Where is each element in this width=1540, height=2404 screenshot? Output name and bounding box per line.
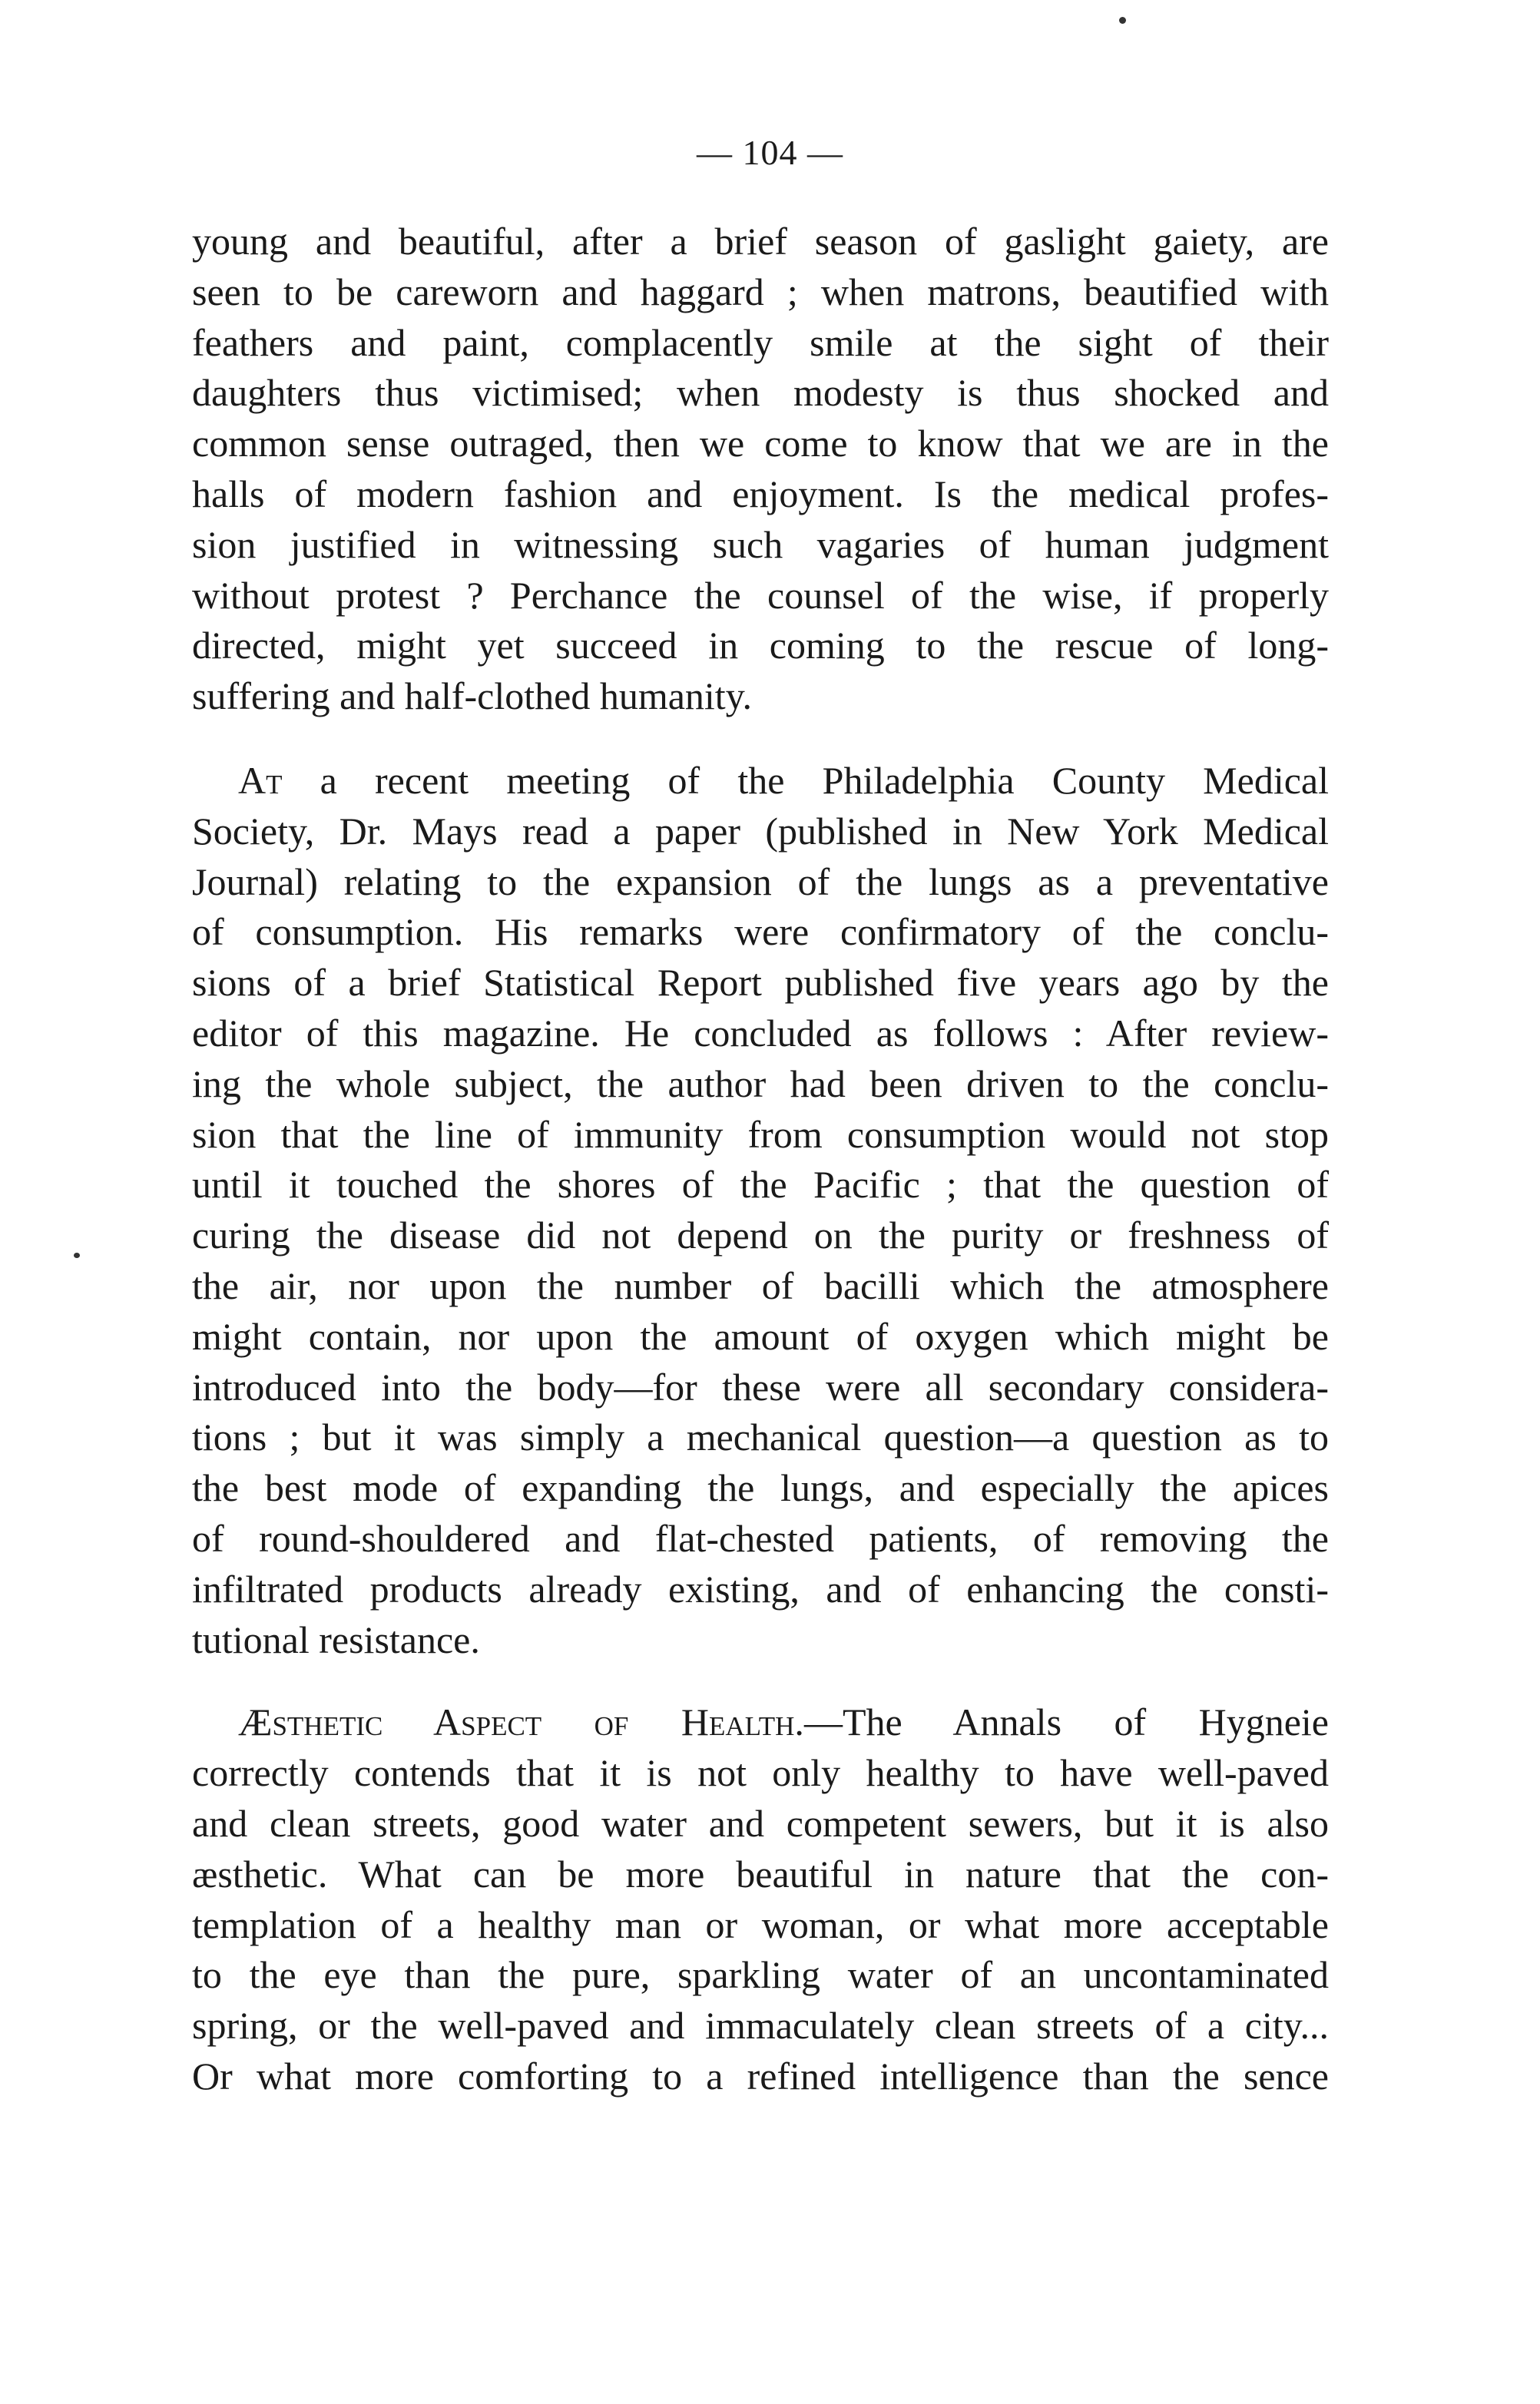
text-line: directed, might yet succeed in coming to the rescue of long- [192, 624, 1329, 667]
paragraph-gap [192, 1665, 1329, 1697]
body-text [192, 217, 1329, 2102]
text-line: curing the disease did not depend on the purity or freshness of [192, 1214, 1329, 1257]
text-line: sion that the line of immunity from consumption would not stop [192, 1112, 1329, 1156]
page-number: — 104 — [697, 133, 843, 172]
text-line-rest: a recent meeting of the Philadelphia County Medical [282, 758, 1329, 802]
text-line: spring, or the well-paved and immaculately clean streets of a city... [192, 2004, 1329, 2048]
text-line: templation of a healthy man or woman, or what more acceptable [192, 1902, 1329, 1946]
text-line: correctly contends that it is not only healthy to have well-paved [192, 1751, 1329, 1795]
text-line: tions ; but it was simply a mechanical question—a question as to [192, 1416, 1329, 1459]
text-line: ing the whole subject, the author had been driven to the conclu- [192, 1061, 1329, 1105]
text-line: young and beautiful, after a brief season of gaslight gaiety, are [192, 220, 1329, 263]
section-heading: Æsthetic Aspect of Health. [238, 1700, 804, 1744]
text-line-rest: —The Annals of Hygneie [803, 1700, 1329, 1744]
paragraph-fashion [192, 217, 1329, 722]
text-line: the air, nor upon the number of bacilli which the atmosphere [192, 1263, 1329, 1307]
text-line: until it touched the shores of the Pacific ; that the question of [192, 1163, 1329, 1207]
text-line: suffering and half-clothed humanity. [192, 674, 752, 718]
text-line: might contain, nor upon the amount of oxygen which might be [192, 1314, 1329, 1358]
text-line: daughters thus victimised; when modesty is thus shocked and [192, 371, 1329, 415]
text-line: sions of a brief Statistical Report published five years ago by the [192, 961, 1329, 1005]
text-line: without protest ? Perchance the counsel of the wise, if properly [192, 573, 1329, 617]
text-line: of consumption. His remarks were confirmatory of the conclu- [192, 910, 1329, 954]
paragraph-gap [192, 722, 1329, 756]
text-line: to the eye than the pure, sparkling water of an uncontaminated [192, 1953, 1329, 1997]
paragraph-aesthetic [192, 1697, 1329, 2101]
ink-speck [1119, 17, 1126, 24]
text-line: tutional resistance. [192, 1618, 480, 1661]
text-line: feathers and paint, complacently smile at the sight of their [192, 320, 1329, 364]
text-line: infiltrated products already existing, and of enhancing the consti- [192, 1567, 1329, 1611]
text-line: Journal) relating to the expansion of the lungs as a preventative [192, 859, 1329, 903]
text-line: sion justified in witnessing such vagaries of human judgment [192, 522, 1329, 566]
text-line: introduced into the body—for these were all secondary considera- [192, 1365, 1329, 1409]
text-line: editor of this magazine. He concluded as follows : After review- [192, 1011, 1329, 1055]
text-line [192, 756, 1329, 806]
text-line: Society, Dr. Mays read a paper (published in New York Medical [192, 809, 1329, 853]
ink-speck [74, 1253, 80, 1258]
text-line: of round-shouldered and flat-chested patients, of removing the [192, 1516, 1329, 1560]
text-line: the best mode of expanding the lungs, and especially the apices [192, 1466, 1329, 1510]
text-line: seen to be careworn and haggard ; when matrons, beautified with [192, 270, 1329, 313]
text-line: and clean streets, good water and competent sewers, but it is also [192, 1801, 1329, 1845]
paragraph-lead: At [238, 758, 283, 802]
text-line [192, 1697, 1329, 1748]
text-line: halls of modern fashion and enjoyment. Is the medical profes- [192, 472, 1329, 515]
text-line: æsthetic. What can be more beautiful in nature that the con- [192, 1852, 1329, 1896]
text-line: common sense outraged, then we come to know that we are in the [192, 422, 1329, 465]
text-line: Or what more comforting to a refined intelligence than the sence [192, 2054, 1329, 2098]
paragraph-consumption [192, 756, 1329, 1665]
